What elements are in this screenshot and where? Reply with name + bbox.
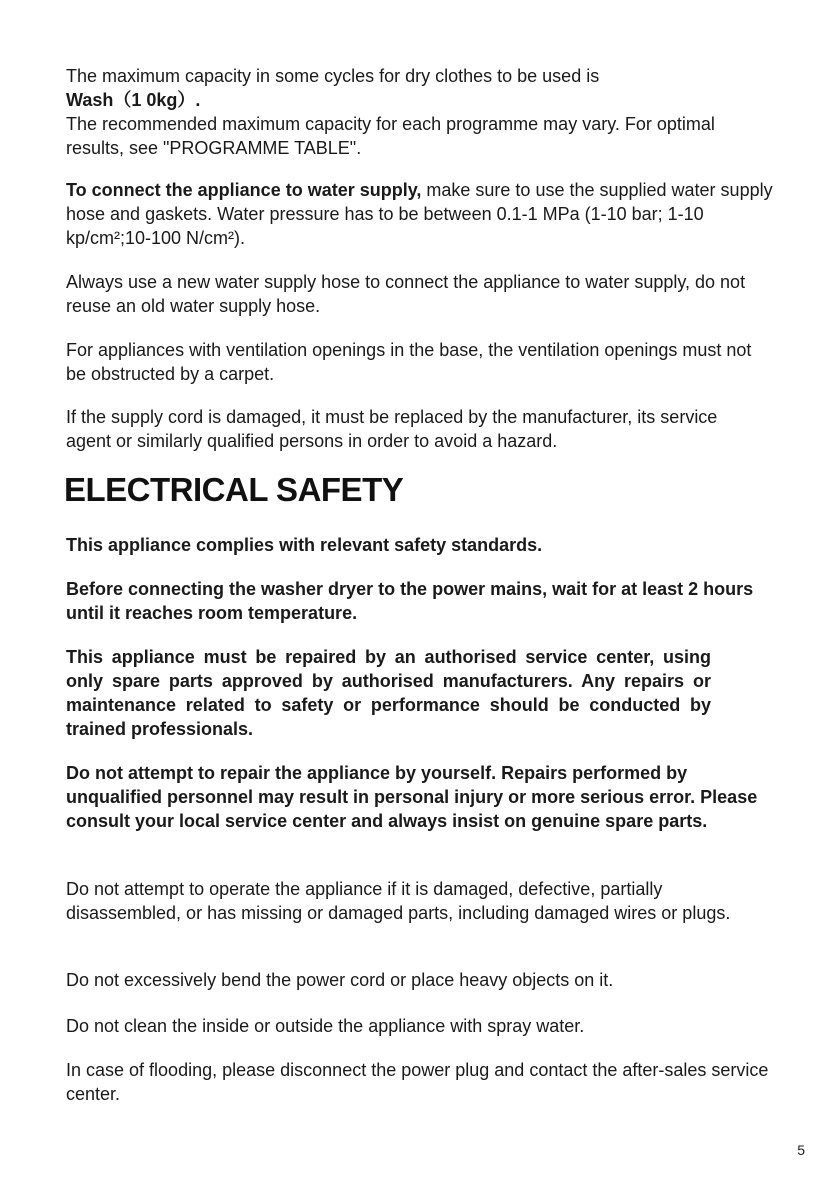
electrical-safety-heading: ELECTRICAL SAFETY (64, 471, 404, 508)
supply-cord-paragraph: If the supply cord is damaged, it must be replaced by the manufacturer, its service agent or similarly qualified persons in order to avoid a hazard. (66, 407, 718, 451)
recommended-capacity-text: The recommended maximum capacity for each programme may vary. For optimal results, see "PROGRAMME TABLE". (66, 114, 715, 158)
spray-water-warning: Do not clean the inside or outside the appliance with spray water. (66, 1016, 585, 1036)
water-supply-lead: To connect the appliance to water supply, (66, 180, 422, 200)
page-number: 5 (797, 1142, 805, 1158)
damaged-appliance-warning: Do not attempt to operate the appliance if it is damaged, defective, partially disassembled, or has missing or damaged parts, including damaged wires or plugs. (66, 879, 731, 923)
authorised-repair-notice: This appliance must be repaired by an authorised service center, using only spare parts approved by authorised manufacturers. Any repairs or maintenance related to safety or performance should be conducted by trained professionals. (66, 647, 711, 739)
flooding-instruction: In case of flooding, please disconnect the power plug and contact the after-sales service center. (66, 1060, 769, 1104)
capacity-line: The maximum capacity in some cycles for dry clothes to be used is (66, 66, 600, 86)
safety-standards-statement: This appliance complies with relevant safety standards. (66, 535, 543, 555)
water-supply-paragraph (66, 178, 791, 250)
power-cord-warning: Do not excessively bend the power cord or place heavy objects on it. (66, 970, 614, 990)
water-supply-text: make sure to use the supplied water supply hose and gaskets. Water pressure has to be between 0.1-1 MPa (1-10 bar; 1-10 kp/cm²;10-100 N/cm²). (66, 180, 773, 248)
capacity-paragraph (66, 64, 791, 160)
ventilation-paragraph: For appliances with ventilation openings in the base, the ventilation openings must not be obstructed by a carpet. (66, 340, 752, 384)
wash-capacity-label: Wash（1 0kg）. (66, 90, 201, 110)
self-repair-warning: Do not attempt to repair the appliance by yourself. Repairs performed by unqualified personnel may result in personal injury or more serious error. Please consult your local service center and always insist on genuine spare parts. (66, 763, 758, 831)
room-temperature-warning: Before connecting the washer dryer to the power mains, wait for at least 2 hours until it reaches room temperature. (66, 579, 754, 623)
new-hose-paragraph: Always use a new water supply hose to connect the appliance to water supply, do not reuse an old water supply hose. (66, 272, 746, 316)
